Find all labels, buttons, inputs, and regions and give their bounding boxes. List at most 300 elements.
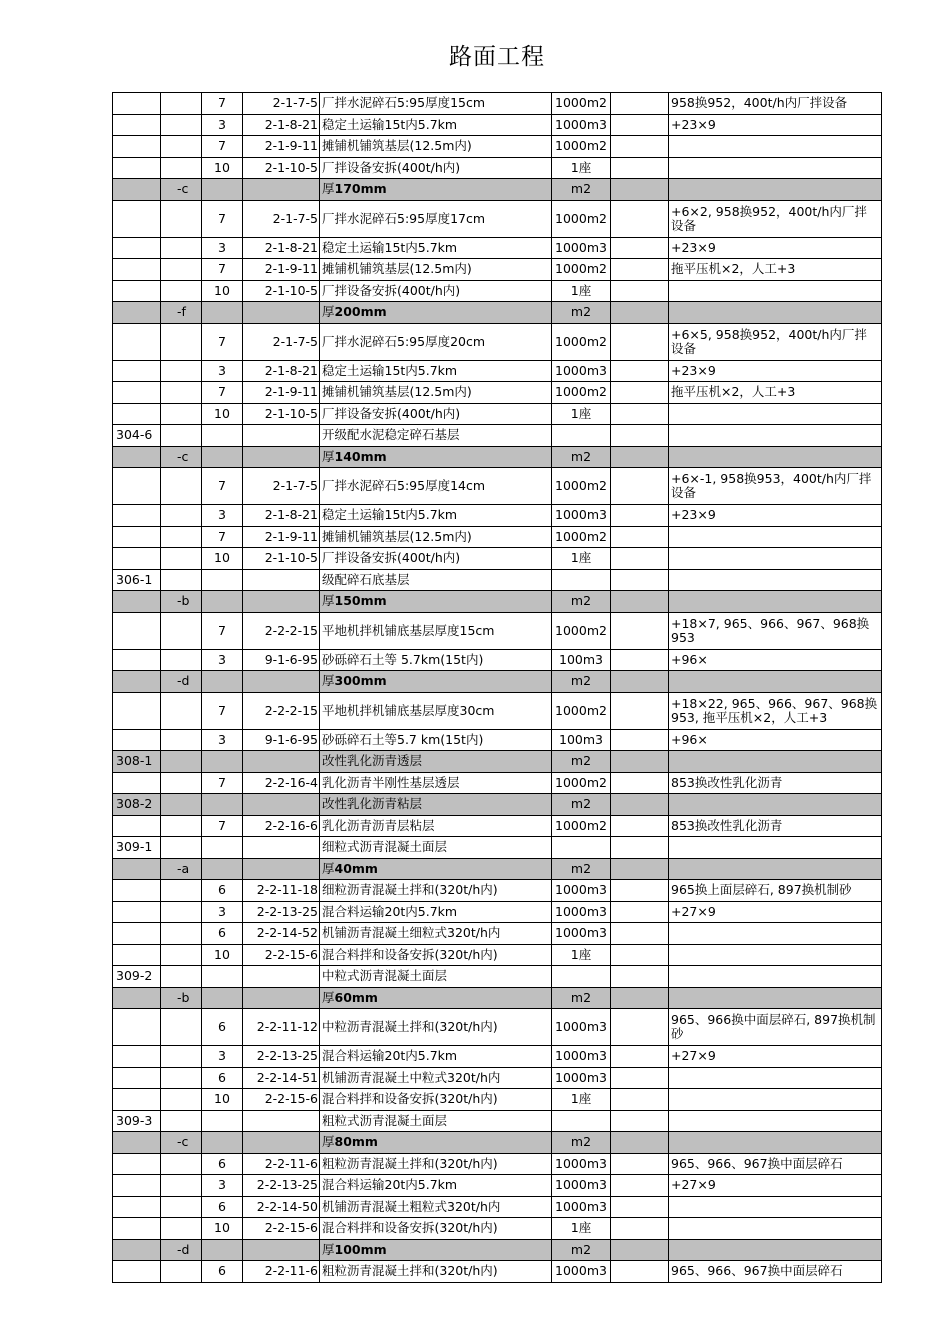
- factor-cell: 6: [202, 1153, 243, 1175]
- sub-item-cell: [161, 837, 202, 859]
- norm-ref-cell: 2-1-9-11: [243, 382, 320, 404]
- unit-cell: 1000m2: [552, 200, 611, 237]
- description-text: 混合料运输20t内5.7km: [322, 1048, 458, 1064]
- unit-cell: 1座: [552, 1089, 611, 1111]
- description-text: 厚: [322, 1134, 335, 1150]
- adjustment-note-cell: [669, 751, 882, 773]
- description-cell: [320, 901, 552, 923]
- factor-cell: [202, 1110, 243, 1132]
- norm-ref-cell: 2-1-7-5: [243, 323, 320, 360]
- unit-cell: [552, 837, 611, 859]
- description-cell: [320, 1089, 552, 1111]
- item-code-cell: [113, 1175, 161, 1197]
- table-row: [113, 280, 882, 302]
- thickness-text: 40mm: [334, 860, 378, 876]
- blank-cell: [611, 179, 669, 201]
- sub-item-cell: [161, 1196, 202, 1218]
- unit-cell: 1000m3: [552, 1196, 611, 1218]
- description-text: 厚: [322, 673, 335, 689]
- factor-cell: 7: [202, 526, 243, 548]
- table-row: [113, 382, 882, 404]
- norm-ref-cell: 2-2-15-6: [243, 1218, 320, 1240]
- item-code-cell: 306-1: [113, 569, 161, 591]
- table-row: [113, 815, 882, 837]
- blank-cell: [611, 794, 669, 816]
- table-row: [113, 93, 882, 115]
- description-text: 平地机拌机铺底基层厚度30cm: [322, 702, 495, 718]
- blank-cell: [611, 382, 669, 404]
- table-row: [113, 114, 882, 136]
- description-text: 机铺沥青混凝土细粒式320t/h内: [322, 925, 501, 941]
- adjustment-note-cell: [669, 966, 882, 988]
- unit-cell: 1000m2: [552, 612, 611, 649]
- unit-cell: m2: [552, 751, 611, 773]
- description-cell: [320, 157, 552, 179]
- description-cell: [320, 987, 552, 1009]
- norm-ref-cell: 2-2-15-6: [243, 944, 320, 966]
- table-row: [113, 360, 882, 382]
- factor-cell: 3: [202, 649, 243, 671]
- adjustment-note-cell: [669, 1132, 882, 1154]
- adjustment-note-cell: +23×9: [669, 360, 882, 382]
- sub-item-cell: [161, 200, 202, 237]
- unit-cell: 1000m2: [552, 136, 611, 158]
- sub-item-cell: [161, 1009, 202, 1046]
- factor-cell: 3: [202, 505, 243, 527]
- adjustment-note-cell: +96×: [669, 649, 882, 671]
- description-text: 中粒沥青混凝土拌和(320t/h内): [322, 1019, 498, 1034]
- description-text: 机铺沥青混凝土粗粒式320t/h内: [322, 1198, 501, 1214]
- unit-cell: 1000m2: [552, 815, 611, 837]
- factor-cell: 10: [202, 157, 243, 179]
- sub-item-cell: [161, 548, 202, 570]
- description-cell: [320, 923, 552, 945]
- description-cell: [320, 548, 552, 570]
- item-code-cell: [113, 612, 161, 649]
- item-code-cell: [113, 1196, 161, 1218]
- description-cell: [320, 360, 552, 382]
- norm-ref-cell: 2-1-10-5: [243, 403, 320, 425]
- blank-cell: [611, 1261, 669, 1283]
- description-cell: [320, 259, 552, 281]
- item-code-cell: [113, 237, 161, 259]
- factor-cell: [202, 966, 243, 988]
- item-code-cell: [113, 526, 161, 548]
- sub-item-cell: -c: [161, 446, 202, 468]
- unit-cell: 1000m3: [552, 1153, 611, 1175]
- thickness-text: 200mm: [334, 304, 387, 320]
- table-row: [113, 1153, 882, 1175]
- norm-ref-cell: 2-2-16-6: [243, 815, 320, 837]
- item-code-cell: 309-1: [113, 837, 161, 859]
- blank-cell: [611, 280, 669, 302]
- blank-cell: [611, 548, 669, 570]
- unit-cell: 1座: [552, 548, 611, 570]
- sub-item-cell: [161, 93, 202, 115]
- description-cell: [320, 837, 552, 859]
- norm-ref-cell: 2-1-8-21: [243, 114, 320, 136]
- unit-cell: 1000m2: [552, 93, 611, 115]
- description-cell: [320, 403, 552, 425]
- norm-ref-cell: 2-2-11-18: [243, 880, 320, 902]
- thickness-text: 140mm: [334, 448, 387, 464]
- table-row: [113, 1089, 882, 1111]
- item-code-cell: [113, 944, 161, 966]
- norm-ref-cell: 9-1-6-95: [243, 729, 320, 751]
- description-text: 混合料拌和设备安拆(320t/h内): [322, 1220, 498, 1236]
- unit-cell: 1000m3: [552, 237, 611, 259]
- adjustment-note-cell: 853换改性乳化沥青: [669, 772, 882, 794]
- thickness-text: 80mm: [334, 1134, 378, 1150]
- item-code-cell: [113, 93, 161, 115]
- table-row: [113, 649, 882, 671]
- item-code-cell: [113, 880, 161, 902]
- factor-cell: 6: [202, 1196, 243, 1218]
- blank-cell: [611, 1218, 669, 1240]
- unit-cell: 1000m3: [552, 923, 611, 945]
- norm-ref-cell: 2-1-8-21: [243, 505, 320, 527]
- blank-cell: [611, 446, 669, 468]
- factor-cell: [202, 446, 243, 468]
- table-row: [113, 200, 882, 237]
- adjustment-note-cell: [669, 136, 882, 158]
- adjustment-note-cell: [669, 671, 882, 693]
- sub-item-cell: [161, 382, 202, 404]
- factor-cell: 10: [202, 548, 243, 570]
- description-cell: [320, 751, 552, 773]
- sub-item-cell: -a: [161, 858, 202, 880]
- factor-cell: 3: [202, 237, 243, 259]
- factor-cell: 10: [202, 1218, 243, 1240]
- description-text: 厚: [322, 304, 335, 320]
- description-cell: [320, 1196, 552, 1218]
- blank-cell: [611, 858, 669, 880]
- adjustment-note-cell: [669, 446, 882, 468]
- norm-ref-cell: 2-2-2-15: [243, 692, 320, 729]
- section-header-row: [113, 987, 882, 1009]
- sub-item-cell: [161, 237, 202, 259]
- sub-item-cell: [161, 468, 202, 505]
- adjustment-note-cell: 965、966、967换中面层碎石: [669, 1153, 882, 1175]
- blank-cell: [611, 649, 669, 671]
- unit-cell: m2: [552, 987, 611, 1009]
- description-cell: [320, 612, 552, 649]
- factor-cell: 7: [202, 772, 243, 794]
- sub-item-cell: [161, 1218, 202, 1240]
- description-text: 粗粒式沥青混凝土面层: [322, 1112, 448, 1128]
- description-cell: [320, 237, 552, 259]
- description-cell: [320, 179, 552, 201]
- factor-cell: 6: [202, 923, 243, 945]
- item-code-cell: 308-1: [113, 751, 161, 773]
- blank-cell: [611, 880, 669, 902]
- item-code-cell: [113, 157, 161, 179]
- description-cell: [320, 966, 552, 988]
- factor-cell: [202, 1132, 243, 1154]
- blank-cell: [611, 987, 669, 1009]
- factor-cell: [202, 858, 243, 880]
- adjustment-note-cell: 965、966换中面层碎石, 897换机制砂: [669, 1009, 882, 1046]
- adjustment-note-cell: +27×9: [669, 1046, 882, 1068]
- norm-ref-cell: [243, 569, 320, 591]
- factor-cell: [202, 987, 243, 1009]
- norm-ref-cell: 2-1-9-11: [243, 136, 320, 158]
- unit-cell: [552, 569, 611, 591]
- description-cell: [320, 1110, 552, 1132]
- table-row: [113, 237, 882, 259]
- blank-cell: [611, 591, 669, 613]
- item-code-cell: [113, 360, 161, 382]
- sub-item-cell: [161, 944, 202, 966]
- factor-cell: [202, 671, 243, 693]
- description-cell: [320, 323, 552, 360]
- description-cell: [320, 382, 552, 404]
- blank-cell: [611, 526, 669, 548]
- sub-item-cell: [161, 157, 202, 179]
- unit-cell: 1000m2: [552, 382, 611, 404]
- item-code-cell: [113, 1089, 161, 1111]
- sub-item-cell: -b: [161, 591, 202, 613]
- table-row: [113, 259, 882, 281]
- description-cell: [320, 772, 552, 794]
- unit-cell: 1座: [552, 157, 611, 179]
- norm-ref-cell: [243, 837, 320, 859]
- factor-cell: 10: [202, 1089, 243, 1111]
- item-code-cell: [113, 901, 161, 923]
- blank-cell: [611, 259, 669, 281]
- norm-ref-cell: [243, 671, 320, 693]
- item-code-cell: [113, 114, 161, 136]
- blank-cell: [611, 729, 669, 751]
- description-cell: [320, 1261, 552, 1283]
- norm-ref-cell: 2-2-13-25: [243, 901, 320, 923]
- description-text: 砂砾碎石土等 5.7km(15t内): [322, 651, 484, 667]
- factor-cell: 7: [202, 382, 243, 404]
- adjustment-note-cell: [669, 858, 882, 880]
- item-code-cell: [113, 200, 161, 237]
- description-text: 厚: [322, 593, 335, 609]
- factor-cell: 6: [202, 1261, 243, 1283]
- blank-cell: [611, 1067, 669, 1089]
- unit-cell: 1000m3: [552, 114, 611, 136]
- unit-cell: [552, 966, 611, 988]
- sub-item-cell: [161, 259, 202, 281]
- table-row: [113, 944, 882, 966]
- sub-item-cell: [161, 966, 202, 988]
- unit-cell: 1座: [552, 280, 611, 302]
- description-text: 厂拌设备安拆(400t/h内): [322, 282, 461, 298]
- unit-cell: 100m3: [552, 729, 611, 751]
- unit-cell: m2: [552, 1132, 611, 1154]
- sub-item-cell: [161, 794, 202, 816]
- item-code-cell: [113, 987, 161, 1009]
- factor-cell: [202, 591, 243, 613]
- unit-cell: 1000m3: [552, 505, 611, 527]
- unit-cell: 1000m3: [552, 1067, 611, 1089]
- adjustment-note-cell: 853换改性乳化沥青: [669, 815, 882, 837]
- blank-cell: [611, 837, 669, 859]
- sub-item-cell: [161, 136, 202, 158]
- factor-cell: 3: [202, 360, 243, 382]
- item-code-cell: [113, 692, 161, 729]
- sub-item-cell: [161, 729, 202, 751]
- section-header-row: [113, 671, 882, 693]
- table-row: [113, 157, 882, 179]
- norm-ref-cell: 2-2-11-6: [243, 1261, 320, 1283]
- description-text: 厚: [322, 448, 335, 464]
- unit-cell: [552, 425, 611, 447]
- adjustment-note-cell: [669, 591, 882, 613]
- sub-item-cell: [161, 1153, 202, 1175]
- adjustment-note-cell: [669, 794, 882, 816]
- description-text: 细粒式沥青混凝土面层: [322, 839, 448, 855]
- item-code-cell: [113, 1046, 161, 1068]
- item-code-cell: [113, 302, 161, 324]
- factor-cell: 7: [202, 323, 243, 360]
- adjustment-note-cell: [669, 923, 882, 945]
- norm-ref-cell: 2-2-11-12: [243, 1009, 320, 1046]
- factor-cell: 7: [202, 200, 243, 237]
- table-row: [113, 1218, 882, 1240]
- adjustment-note-cell: 拖平压机×2，人工+3: [669, 259, 882, 281]
- adjustment-note-cell: [669, 1110, 882, 1132]
- item-code-cell: [113, 772, 161, 794]
- table-row: [113, 1046, 882, 1068]
- table-row: [113, 923, 882, 945]
- adjustment-note-cell: +27×9: [669, 901, 882, 923]
- item-code-cell: [113, 729, 161, 751]
- description-text: 粗粒沥青混凝土拌和(320t/h内): [322, 1263, 498, 1279]
- norm-ref-cell: [243, 1110, 320, 1132]
- sub-item-cell: -b: [161, 987, 202, 1009]
- table-row: [113, 468, 882, 505]
- blank-cell: [611, 1153, 669, 1175]
- sub-item-cell: [161, 923, 202, 945]
- description-text: 摊铺机铺筑基层(12.5m内): [322, 528, 472, 544]
- blank-cell: [611, 751, 669, 773]
- description-cell: [320, 505, 552, 527]
- blank-cell: [611, 1110, 669, 1132]
- factor-cell: 10: [202, 403, 243, 425]
- description-text: 厂拌水泥碎石5:95厚度17cm: [322, 210, 486, 226]
- sub-item-cell: [161, 772, 202, 794]
- adjustment-note-cell: [669, 425, 882, 447]
- description-cell: [320, 446, 552, 468]
- adjustment-note-cell: +18×7, 965、966、967、968换953: [669, 612, 882, 649]
- description-cell: [320, 1175, 552, 1197]
- item-code-cell: [113, 671, 161, 693]
- description-cell: [320, 692, 552, 729]
- description-text: 厚: [322, 181, 335, 197]
- factor-cell: 3: [202, 729, 243, 751]
- blank-cell: [611, 1046, 669, 1068]
- description-text: 厂拌水泥碎石5:95厚度14cm: [322, 478, 486, 493]
- factor-cell: [202, 837, 243, 859]
- description-text: 稳定土运输15t内5.7km: [322, 362, 458, 378]
- description-text: 厚: [322, 989, 335, 1005]
- adjustment-note-cell: [669, 302, 882, 324]
- adjustment-note-cell: +23×9: [669, 505, 882, 527]
- sub-item-cell: -d: [161, 1239, 202, 1261]
- description-text: 混合料拌和设备安拆(320t/h内): [322, 1091, 498, 1107]
- unit-cell: 1000m2: [552, 772, 611, 794]
- description-text: 稳定土运输15t内5.7km: [322, 507, 458, 523]
- unit-cell: m2: [552, 179, 611, 201]
- description-cell: [320, 729, 552, 751]
- unit-cell: 1000m2: [552, 259, 611, 281]
- blank-cell: [611, 1239, 669, 1261]
- norm-ref-cell: 2-1-10-5: [243, 157, 320, 179]
- unit-cell: m2: [552, 794, 611, 816]
- norm-ref-cell: [243, 446, 320, 468]
- adjustment-note-cell: +6×2, 958换952，400t/h内厂拌设备: [669, 200, 882, 237]
- unit-cell: m2: [552, 671, 611, 693]
- factor-cell: 7: [202, 692, 243, 729]
- blank-cell: [611, 1196, 669, 1218]
- item-code-cell: [113, 858, 161, 880]
- item-code-cell: [113, 179, 161, 201]
- item-code-cell: [113, 1261, 161, 1283]
- blank-cell: [611, 612, 669, 649]
- sub-item-cell: -c: [161, 1132, 202, 1154]
- item-code-cell: 309-2: [113, 966, 161, 988]
- description-text: 厚: [322, 860, 335, 876]
- description-text: 乳化沥青半刚性基层透层: [322, 774, 460, 790]
- adjustment-note-cell: [669, 1089, 882, 1111]
- table-row: [113, 837, 882, 859]
- section-header-row: [113, 179, 882, 201]
- adjustment-note-cell: [669, 548, 882, 570]
- description-cell: [320, 1067, 552, 1089]
- section-header-row: [113, 302, 882, 324]
- blank-cell: [611, 323, 669, 360]
- description-cell: [320, 880, 552, 902]
- description-text: 厂拌设备安拆(400t/h内): [322, 550, 461, 566]
- sub-item-cell: [161, 1175, 202, 1197]
- blank-cell: [611, 157, 669, 179]
- unit-cell: 100m3: [552, 649, 611, 671]
- factor-cell: [202, 751, 243, 773]
- description-text: 混合料拌和设备安拆(320t/h内): [322, 946, 498, 962]
- sub-item-cell: [161, 403, 202, 425]
- section-header-row: [113, 446, 882, 468]
- item-code-cell: [113, 468, 161, 505]
- thickness-text: 170mm: [334, 181, 387, 197]
- unit-cell: m2: [552, 1239, 611, 1261]
- table-row: [113, 1067, 882, 1089]
- description-cell: [320, 200, 552, 237]
- unit-cell: 1000m2: [552, 468, 611, 505]
- thickness-text: 150mm: [334, 593, 387, 609]
- quota-table: [112, 92, 882, 1283]
- norm-ref-cell: [243, 794, 320, 816]
- blank-cell: [611, 425, 669, 447]
- unit-cell: 1000m2: [552, 526, 611, 548]
- description-text: 平地机拌机铺底基层厚度15cm: [322, 622, 495, 638]
- table-row: [113, 1261, 882, 1283]
- norm-ref-cell: 2-2-13-25: [243, 1046, 320, 1068]
- description-text: 厚: [322, 1241, 335, 1257]
- section-header-row: [113, 591, 882, 613]
- table-row: [113, 729, 882, 751]
- sub-item-cell: [161, 114, 202, 136]
- factor-cell: 6: [202, 880, 243, 902]
- unit-cell: m2: [552, 858, 611, 880]
- factor-cell: 10: [202, 944, 243, 966]
- adjustment-note-cell: +23×9: [669, 237, 882, 259]
- item-code-cell: [113, 591, 161, 613]
- item-code-cell: [113, 649, 161, 671]
